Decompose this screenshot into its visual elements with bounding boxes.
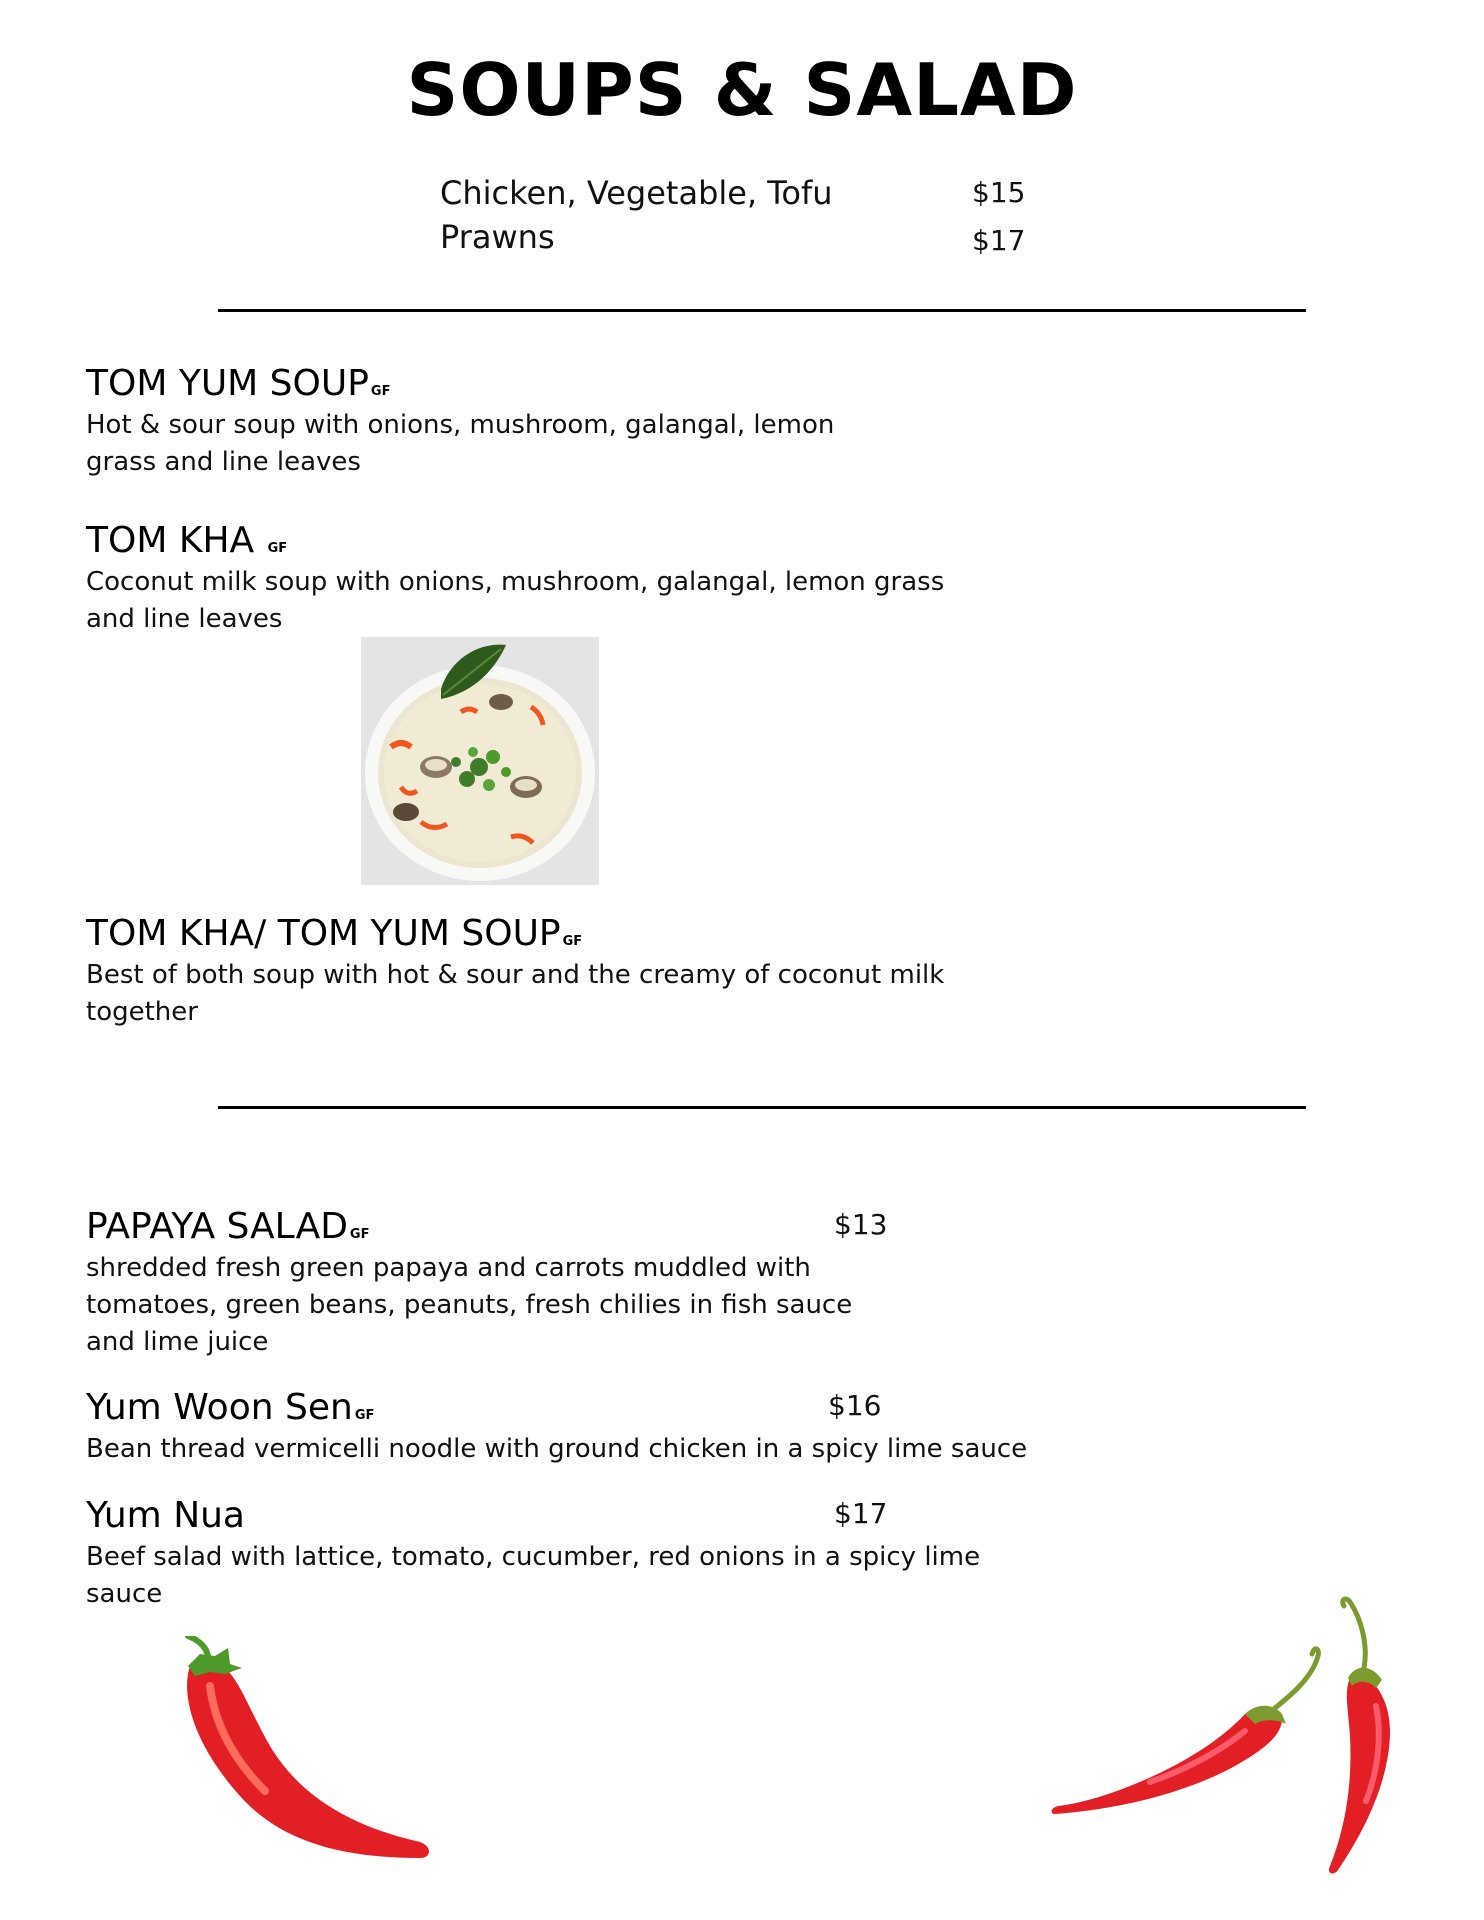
gluten-free-badge: GF bbox=[354, 1408, 375, 1423]
menu-item-description: Hot & sour soup with onions, mushroom, galangal, lemon grass and line leaves bbox=[86, 410, 835, 477]
menu-item-description: Bean thread vermicelli noodle with ground chicken in a spicy lime sauce bbox=[86, 1434, 1028, 1464]
gluten-free-badge: GF bbox=[267, 541, 288, 556]
menu-item-title: PAPAYA SALAD bbox=[86, 1206, 348, 1247]
menu-item-name bbox=[86, 1387, 374, 1428]
section-divider bbox=[218, 309, 1306, 312]
gluten-free-badge: GF bbox=[370, 384, 391, 399]
menu-item-price: $13 bbox=[834, 1208, 888, 1241]
menu-item-name bbox=[86, 1495, 247, 1536]
protein-option-price: $15 bbox=[972, 176, 1026, 209]
menu-item-title: TOM KHA/ TOM YUM SOUP bbox=[86, 913, 561, 954]
protein-option-name: Chicken, Vegetable, Tofu bbox=[440, 174, 833, 212]
menu-item-name bbox=[86, 520, 287, 561]
menu-item-description: Coconut milk soup with onions, mushroom, galangal, lemon grass and line leaves bbox=[86, 567, 945, 634]
protein-option-price: $17 bbox=[972, 224, 1026, 257]
menu-item-description: Beef salad with lattice, tomato, cucumber, red onions in a spicy lime sauce bbox=[86, 1542, 981, 1609]
gluten-free-badge: GF bbox=[349, 1227, 370, 1242]
menu-item-title: Yum Nua bbox=[86, 1495, 245, 1536]
menu-item-name bbox=[86, 1206, 369, 1247]
section-divider bbox=[218, 1106, 1306, 1109]
soup-photo bbox=[361, 637, 599, 885]
menu-item-description: shredded fresh green papaya and carrots muddled with tomatoes, green beans, peanuts, fresh chilies in fish sauce and lime juice bbox=[86, 1253, 853, 1357]
menu-item-price: $16 bbox=[828, 1389, 882, 1422]
menu-item-title: TOM YUM SOUP bbox=[86, 363, 369, 404]
two-red-chili-peppers-icon bbox=[1050, 1596, 1410, 1876]
menu-item-name bbox=[86, 913, 582, 954]
menu-item-price: $17 bbox=[834, 1497, 888, 1530]
menu-item-description: Best of both soup with hot & sour and the creamy of coconut milk together bbox=[86, 960, 945, 1027]
protein-option-name: Prawns bbox=[440, 218, 555, 256]
menu-item-name bbox=[86, 363, 390, 404]
menu-item-title: TOM KHA bbox=[86, 520, 266, 561]
menu-item-title: Yum Woon Sen bbox=[86, 1387, 353, 1428]
page-title: SOUPS & SALAD bbox=[406, 48, 1078, 132]
red-chili-pepper-icon bbox=[170, 1636, 440, 1876]
gluten-free-badge: GF bbox=[562, 934, 583, 949]
